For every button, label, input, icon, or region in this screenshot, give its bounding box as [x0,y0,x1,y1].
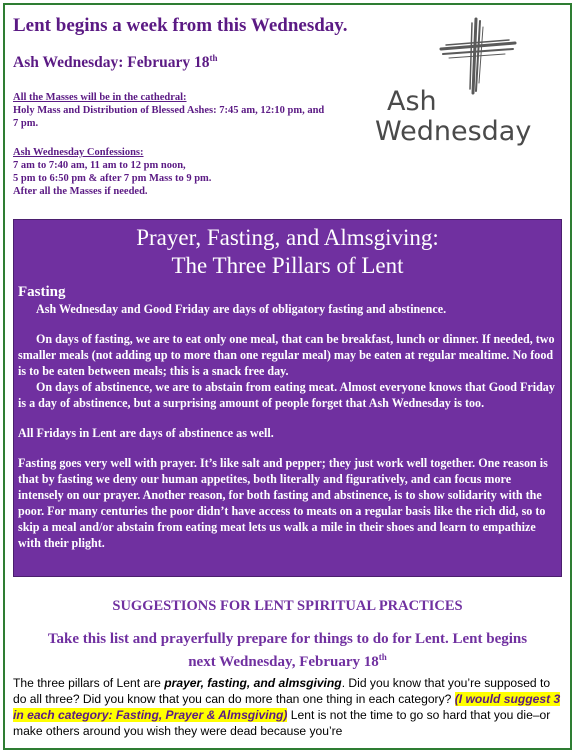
take-this-list [35,630,540,671]
fasting-paragraph: Ash Wednesday and Good Friday are days of obligatory fasting and abstinence. [36,302,447,316]
masses-heading: All the Masses will be in the cathedral: [13,92,187,103]
confessions-line: 5 pm to 6:50 pm & after 7 pm Mass to 9 pm. [13,173,212,184]
headline: Lent begins a week from this Wednesday. [13,15,348,36]
ash-wednesday-logo [375,87,560,147]
ash-date-text: Ash Wednesday: February 18 [13,54,210,72]
ash-wednesday-date [13,53,218,72]
newsletter-page [3,3,572,750]
pillars-title-line-1: Prayer, Fasting, and Almsgiving: [136,225,439,250]
take-text: Take this list and prayerfully prepare for things to do for Lent. Lent begins next Wednesday, February 18 [47,631,528,670]
pillars-title [14,224,561,280]
logo-line-2: Wednesday [375,116,532,147]
masses-line: Holy Mass and Distribution of Blessed Ashes: 7:45 am, 12:10 pm, and [13,105,325,116]
prayer-paragraph: Fasting goes very well with prayer. It’s like salt and pepper; they just work well together. One reason is that by fasting we deny our human appetites, both literally and figuratively, and can focus more intensely on our prayer. Another reason, for both fasting and abstinence, is to show solidarity with the poor. For many centuries the poor didn’t have access to meats on a regular basis like the rich did, so to skip a meal and/or abstain from eating meat lets us walk a mile in their shoes and learn to empathize with their plight. [18,456,548,550]
take-suffix: th [378,652,387,662]
pillars-title-line-2: The Three Pillars of Lent [171,253,404,278]
announcement-section [5,5,570,215]
intro-text: . Did you know that you’re supposed to do all three? Did you know that you can do more than one thing in each category? [13,676,551,706]
pillars-intro-paragraph [13,675,563,739]
suggestion-highlight: (I would suggest 3 in each category: Fasting, Prayer & Almsgiving) [13,692,561,722]
fridays-paragraph: All Fridays in Lent are days of abstinence as well. [18,426,274,440]
ash-date-suffix: th [209,53,218,63]
confessions-block [13,146,363,198]
intro-text: The three pillars of Lent are [13,676,165,690]
fasting-heading: Fasting [18,284,66,300]
masses-block [13,91,363,130]
three-pillars-box [13,219,562,577]
intro-emphasis: prayer, fasting, and almsgiving [164,676,342,690]
confessions-line: After all the Masses if needed. [13,186,148,197]
intro-text: Lent is not the time to go so hard that you die–or make others around you wish they were dead because you’re [13,708,551,738]
abstinence-paragraph: On days of abstinence, we are to abstain from eating meat. Almost everyone knows that Good Friday is a day of abstinence, but a surprising amount of people forget that Ash Wednesday is too. [18,380,555,410]
fasting-paragraph: On days of fasting, we are to eat only one meal, that can be breakfast, lunch or dinner. If needed, two smaller meals (not adding up to more than one regular meal) may be eaten at regular mealtime. No food is to be eaten between meals; this is a snack free day. [18,332,555,378]
logo-line-1: Ash [387,86,437,117]
confessions-line: 7 am to 7:40 am, 11 am to 12 pm noon, [13,160,186,171]
suggestions-heading: SUGGESTIONS FOR LENT SPIRITUAL PRACTICES [112,598,463,614]
confessions-heading: Ash Wednesday Confessions: [13,147,144,158]
masses-line: 7 pm. [13,118,39,129]
